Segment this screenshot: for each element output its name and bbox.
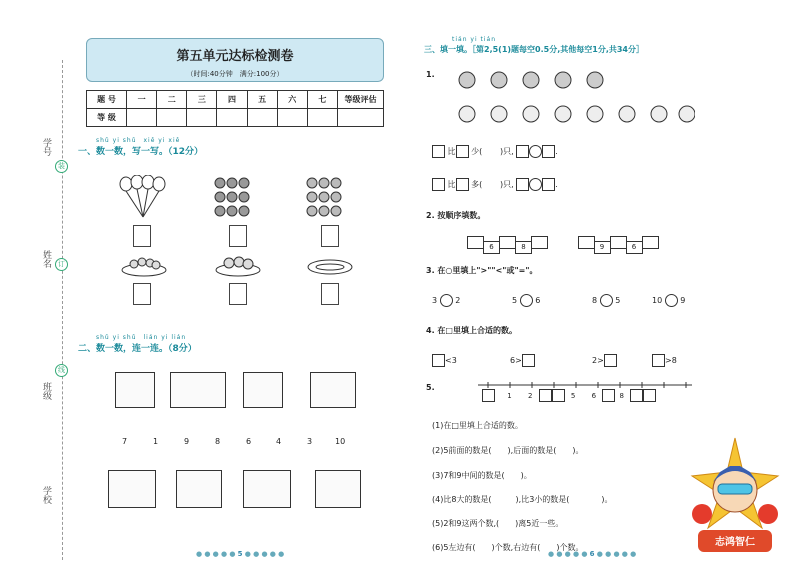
s3-title: 三、填一填。［第2,5(1)题每空0.5分,其他每空1分,共34分］ (424, 45, 644, 54)
grade-cell[interactable] (217, 109, 247, 127)
duck-icon (456, 145, 469, 158)
grade-cell[interactable] (277, 109, 307, 127)
binding-circle: 线 (55, 364, 68, 377)
q5-line: (4)比8大的数是( ),比3小的数是( )。 (432, 495, 613, 504)
match-number[interactable]: 4 (276, 437, 282, 446)
name-label: 姓名 (41, 250, 51, 268)
score-header: 二 (157, 91, 187, 109)
answer-box[interactable] (516, 145, 529, 158)
birds-image (214, 177, 250, 219)
animals-card[interactable] (315, 470, 361, 508)
binding-line (62, 60, 63, 560)
exam-meta: （时间:40分钟 满分:100分） (186, 70, 284, 78)
q3-item: 10 9 (652, 296, 686, 305)
plants-card[interactable] (243, 470, 291, 508)
answer-box[interactable] (552, 389, 565, 402)
grade-cell[interactable] (307, 109, 337, 127)
page-title: 第五单元达标检测卷 (176, 49, 294, 64)
student-id-label: 学号 (41, 138, 51, 156)
compare-circle[interactable] (520, 294, 533, 307)
answer-box[interactable] (630, 389, 643, 402)
answer-box[interactable] (542, 145, 555, 158)
grade-cell[interactable] (127, 109, 157, 127)
score-header: 五 (247, 91, 277, 109)
answer-box[interactable] (602, 389, 615, 402)
binding-circle: 订 (55, 258, 68, 271)
answer-box[interactable] (133, 225, 151, 247)
answer-box[interactable] (604, 354, 617, 367)
match-number[interactable]: 3 (307, 437, 313, 446)
fruit-plate-image (214, 255, 262, 277)
grade-label: 等 级 (87, 109, 127, 127)
q4-item: 2> (592, 354, 617, 367)
s3-pinyin: tián yi tián (452, 36, 497, 43)
number-line-labels: 1 2 5 6 8 (482, 389, 656, 402)
answer-circle[interactable] (529, 178, 542, 191)
q1-row1: 比 少( )只, . (432, 145, 558, 158)
compare-circle[interactable] (600, 294, 613, 307)
q5-line: (6)5左边有( )个数,右边有( )个数。 (432, 543, 584, 552)
answer-box[interactable] (321, 225, 339, 247)
q4-item: >8 (652, 354, 677, 367)
ducks-chicks-image (455, 68, 695, 130)
class-label: 班级 (41, 382, 51, 400)
chicks-image (306, 177, 342, 219)
q1-row2: 比 多( )只, . (432, 178, 558, 191)
balloons-image (118, 175, 168, 220)
q3-item: 8 5 (592, 296, 621, 305)
school-label: 学校 (41, 486, 51, 504)
q3-item: 5 6 (512, 296, 541, 305)
s2-pinyin: shǔ yi shǔ lián yi lián (96, 334, 187, 341)
score-header: 三 (187, 91, 217, 109)
q5-number: 5. (426, 383, 435, 392)
page-number-left: ● ● ● ● ● 5 ● ● ● ● ● (196, 550, 285, 558)
duck-icon (432, 178, 445, 191)
score-header: 等级评估 (338, 91, 384, 109)
grade-cell[interactable] (187, 109, 217, 127)
answer-box[interactable] (539, 389, 552, 402)
chick-icon (456, 178, 469, 191)
q3-heading: 3. 在○里填上">""<"或"="。 (426, 266, 538, 275)
q4-item: 6> (510, 354, 535, 367)
score-header: 六 (277, 91, 307, 109)
match-number[interactable]: 6 (246, 437, 252, 446)
s2-title: 二、数一数，连一连。（8分） (78, 344, 197, 354)
q1-number: 1. (426, 70, 435, 79)
trees-card[interactable] (176, 470, 222, 508)
q4-heading: 4. 在□里填上合适的数。 (426, 326, 517, 335)
page-number-right: ● ● ● ● ● 6 ● ● ● ● ● (548, 550, 637, 558)
match-number[interactable]: 9 (184, 437, 190, 446)
answer-box[interactable] (516, 178, 529, 191)
q3-item: 3 2 (432, 296, 461, 305)
answer-box[interactable] (522, 354, 535, 367)
page-title-box (86, 38, 384, 82)
score-header: 四 (217, 91, 247, 109)
s1-pinyin: shǔ yi shǔ xiě yi xiě (96, 137, 181, 144)
elephant-card[interactable] (115, 372, 155, 408)
answer-box[interactable] (432, 354, 445, 367)
score-header: 一 (127, 91, 157, 109)
empty-plate-image (306, 255, 354, 277)
match-number[interactable]: 10 (335, 437, 346, 446)
answer-circle[interactable] (529, 145, 542, 158)
match-number[interactable]: 7 (122, 437, 128, 446)
q5-line: (3)7和9中间的数是( )。 (432, 471, 532, 480)
score-header: 题 号 (87, 91, 127, 109)
fruit-plate-image (120, 255, 168, 277)
q4-item: <3 (432, 354, 457, 367)
binding-circle: 装 (55, 160, 68, 173)
grade-cell[interactable] (338, 109, 384, 127)
score-table (86, 90, 384, 127)
rabbits-card[interactable] (310, 372, 356, 408)
q5-line: (5)2和9这两个数,( )离5近一些。 (432, 519, 564, 528)
q2-cells: 6 8 9 6 (467, 234, 658, 254)
grade-cell[interactable] (157, 109, 187, 127)
compare-circle[interactable] (440, 294, 453, 307)
match-number[interactable]: 1 (153, 437, 159, 446)
answer-box[interactable] (229, 225, 247, 247)
match-number[interactable]: 8 (215, 437, 221, 446)
answer-box[interactable] (482, 389, 495, 402)
birds-card[interactable] (170, 372, 226, 408)
q5-line: (2)5前面的数是( ),后面的数是( )。 (432, 446, 584, 455)
compare-circle[interactable] (665, 294, 678, 307)
chick-icon (432, 145, 445, 158)
grade-cell[interactable] (247, 109, 277, 127)
answer-box[interactable] (652, 354, 665, 367)
mascot-label: 志鸿智仁 (715, 537, 755, 548)
answer-box[interactable] (321, 283, 339, 305)
score-header: 七 (307, 91, 337, 109)
s1-title: 一、数一数，写一写。（12分） (78, 147, 204, 157)
flowers-card[interactable] (108, 470, 156, 508)
answer-box[interactable] (133, 283, 151, 305)
q5-line: (1)在□里填上合适的数。 (432, 421, 523, 430)
answer-box[interactable] (542, 178, 555, 191)
answer-box[interactable] (229, 283, 247, 305)
q2-heading: 2. 按顺序填数。 (426, 211, 486, 220)
pears-card[interactable] (243, 372, 283, 408)
answer-box[interactable] (643, 389, 656, 402)
